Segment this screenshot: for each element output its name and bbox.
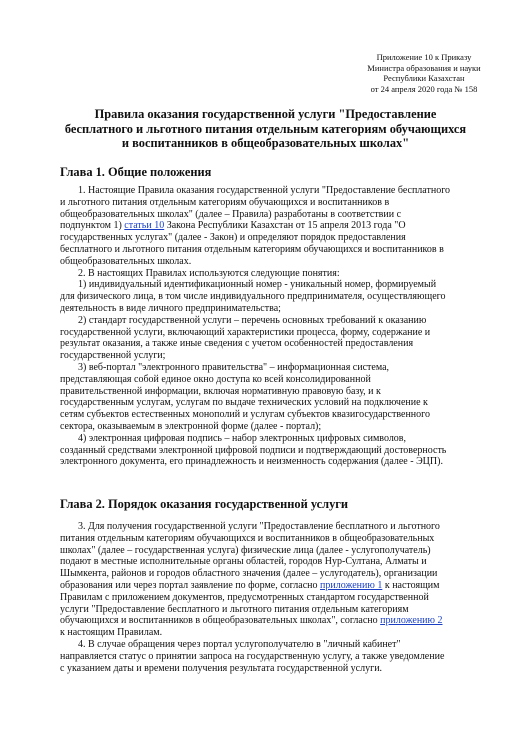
paragraph-line: [60, 421, 492, 433]
text-segment: государственным услугам, услугам по выдаче технических условий на подключение к: [60, 397, 428, 409]
paragraph-line: [60, 568, 492, 580]
paragraph-line: [60, 386, 492, 398]
document-link[interactable]: статьи 10: [124, 220, 165, 232]
chapter-1-body: [60, 185, 492, 468]
text-segment: созданный средствами электронной цифровой подписи и подтверждающий достоверность: [60, 444, 447, 456]
document-link[interactable]: приложению 1: [320, 579, 383, 591]
text-segment: и льготного питания отдельным категориям обучающихся и воспитанников в: [60, 196, 390, 208]
chapter-2-heading: Глава 2. Порядок оказания государственной услуги: [60, 497, 349, 511]
text-segment: Шымкента, районов и городов областного значения (далее – услугодатель), организации: [60, 568, 438, 580]
paragraph-line: [60, 350, 492, 362]
text-segment: 4) электронная цифровая подпись – набор электронных цифровых символов,: [78, 432, 407, 444]
text-segment: деятельность в виде личного предпринимательства;: [60, 302, 281, 314]
paragraph-line: [60, 409, 492, 421]
text-segment: государственных услугах" (далее - Закон) и определяют порядок предоставления: [60, 232, 406, 244]
text-segment: образования или через портал заявление по форме, согласно: [60, 579, 320, 591]
annex-line: Республики Казахстан: [383, 73, 465, 84]
text-segment: направляется статус о принятии запроса на государственную услугу, а также уведомление: [60, 650, 445, 662]
text-segment: к настоящим: [382, 579, 440, 591]
paragraph-line: [60, 209, 492, 221]
text-segment: общеобразовательных школах" (далее – Правила) разработаны в соответствии с: [60, 208, 402, 220]
text-segment: 3) веб-портал "электронного правительства" – информационная система,: [78, 361, 390, 373]
text-segment: услуги "Предоставление бесплатного и льготного питания отдельным категориям: [60, 603, 409, 615]
paragraph-line: [60, 291, 492, 303]
title-line: Правила оказания государственной услуги "Предоставление: [94, 107, 437, 121]
paragraph-line: [60, 545, 492, 557]
paragraph-line: [60, 651, 492, 663]
text-segment: 3. Для получения государственной услуги "Предоставление бесплатного и льготного: [78, 521, 440, 532]
paragraph-line: [60, 533, 492, 545]
paragraph-line: [60, 244, 492, 256]
text-segment: школах" (далее – государственная услуга) физические лица (далее - услугополучатель): [60, 544, 431, 556]
text-segment: 2) стандарт государственной услуги – перечень основных требований к оказанию: [78, 314, 427, 326]
paragraph-line: [60, 256, 492, 268]
annex-line: от 24 апреля 2020 года № 158: [370, 83, 478, 94]
text-segment: представляющая собой единое окно доступа ко всей консолидированной: [60, 373, 371, 385]
paragraph-line: [60, 303, 492, 315]
text-segment: правительственной информации, включая нормативную правовую базу, и к: [60, 385, 381, 397]
paragraph-line: [60, 315, 492, 327]
text-segment: электронного документа, его принадлежность и неизменность содержания (далее - ЭЦП).: [60, 456, 443, 468]
paragraph-line: [60, 445, 492, 457]
text-segment: подают в местные исполнительные органы областей, городов Нур-Султана, Алматы и: [60, 556, 427, 568]
text-segment: сектора, оказываемым в электронной форме (далее - портал);: [60, 420, 322, 432]
text-segment: с указанием даты и времени получения результата государственной услуги.: [60, 662, 383, 674]
text-segment: государственной услуги, включающий характеристики процесса, форму, содержание и: [60, 326, 431, 338]
paragraph-line: [60, 663, 492, 675]
paragraph-line: [60, 521, 492, 533]
chapter-1-heading: Глава 1. Общие положения: [60, 165, 212, 179]
text-segment: государственной услуги;: [60, 350, 166, 362]
paragraph-line: [60, 433, 492, 445]
text-segment: Правилам с приложением документов, предусмотренных стандартом государственной: [60, 591, 429, 603]
text-segment: результат оказания, а также иные сведения с учетом особенностей предоставления: [60, 338, 414, 350]
paragraph-line: [60, 627, 492, 639]
paragraph-line: [60, 615, 492, 627]
text-segment: питания отдельным категориям обучающихся и воспитанников в общеобразовательных: [60, 532, 435, 544]
text-segment: 1. Настоящие Правила оказания государственной услуги "Предоставление бесплатного: [78, 185, 451, 196]
text-segment: 1) индивидуальный идентификационный номер - уникальный номер, формируемый: [78, 279, 437, 291]
text-segment: к настоящим Правилам.: [60, 627, 163, 639]
document-title: [40, 107, 491, 151]
text-segment: обучающихся и воспитанников в общеобразовательных школах", согласно: [60, 615, 381, 627]
annex-line: Приложение 10 к Приказу: [376, 52, 472, 62]
paragraph-line: [60, 327, 492, 339]
paragraph-line: [60, 397, 492, 409]
paragraph-line: [60, 268, 492, 280]
paragraph-line: [60, 185, 492, 197]
paragraph-line: [60, 556, 492, 568]
paragraph-line: [60, 456, 492, 468]
paragraph-line: [60, 220, 492, 232]
paragraph-line: [60, 338, 492, 350]
text-segment: бесплатного и льготного питания отдельным категориям обучающихся и воспитанников в: [60, 243, 444, 255]
paragraph-line: [60, 197, 492, 209]
text-segment: подпунктом 1): [60, 220, 125, 232]
annex-line: Министра образования и науки: [367, 62, 481, 73]
text-segment: Закона Республики Казахстан от 15 апреля 2013 года "О: [164, 220, 406, 232]
text-segment: 4. В случае обращения через портал услугополучателю в "личный кабинет": [78, 638, 401, 650]
paragraph-line: [60, 362, 492, 374]
text-segment: общеобразовательных школах.: [60, 255, 192, 267]
paragraph-line: [60, 232, 492, 244]
text-segment: для физического лица, в том числе индивидуального предпринимателя, осуществляющего: [60, 291, 446, 303]
annex-note: [356, 52, 492, 94]
paragraph-line: [60, 279, 492, 291]
paragraph-line: [60, 604, 492, 616]
text-segment: 2. В настоящих Правилах используются следующие понятия:: [78, 267, 340, 279]
title-line: бесплатного и льготного питания отдельным категориям обучающихся: [64, 121, 467, 136]
chapter-2-body: [60, 521, 492, 674]
text-segment: сетям субъектов естественных монополий и услугам субъектов квазигосударственного: [60, 409, 430, 421]
title-line: и воспитанников в общеобразовательных школах": [121, 136, 410, 151]
paragraph-line: [60, 580, 492, 592]
paragraph-line: [60, 592, 492, 604]
paragraph-line: [60, 374, 492, 386]
document-link[interactable]: приложению 2: [380, 615, 443, 627]
paragraph-line: [60, 639, 492, 651]
